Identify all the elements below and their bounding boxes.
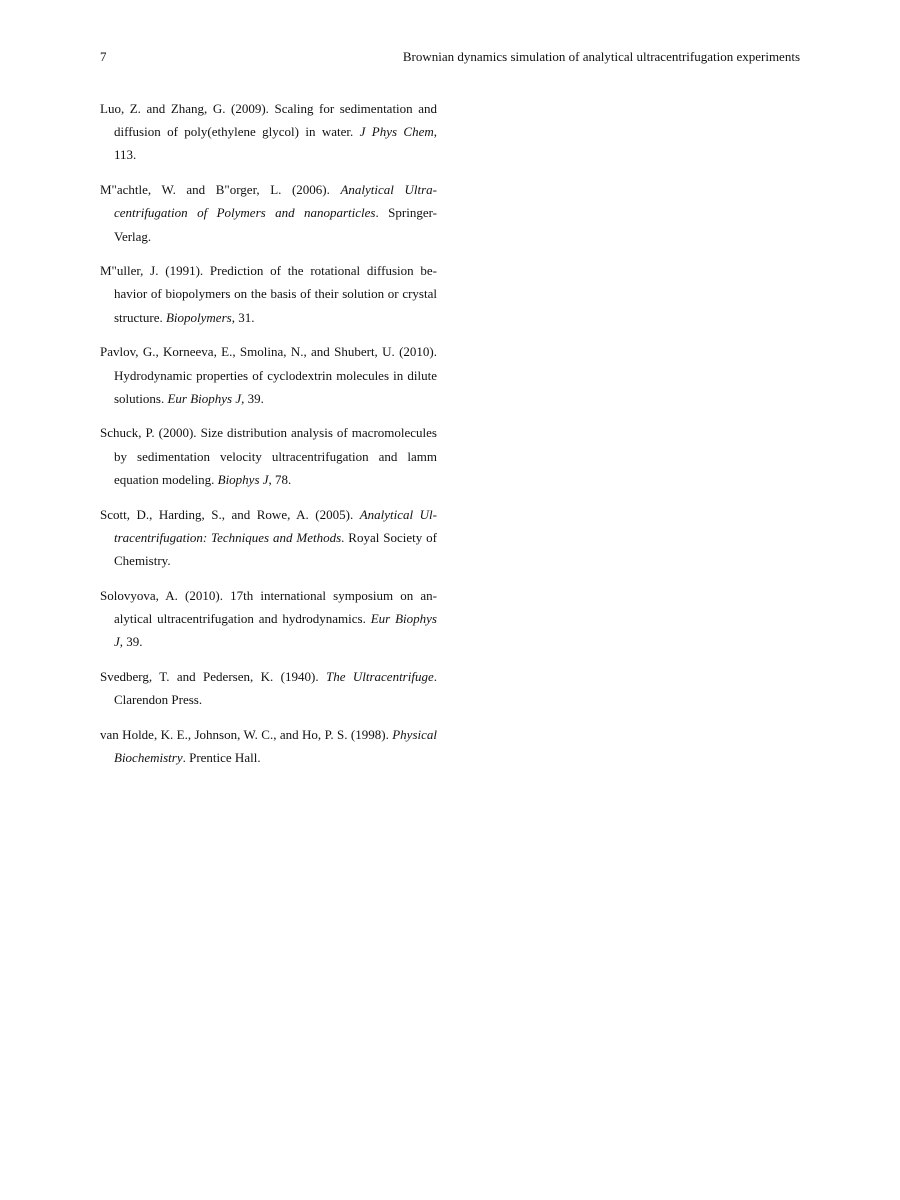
reference-entry	[100, 421, 437, 491]
reference-entry	[100, 665, 437, 711]
reference-details: , 31.	[231, 309, 255, 325]
reference-authors-and-title: M"achtle, W. and B"orger, L. (2006).	[100, 182, 341, 198]
reference-authors-and-title: M"uller, J. (1991). Prediction of the rotational diffusion behavior of biopolymers on the basis of their solution or crystal structure.	[100, 263, 437, 325]
reference-details: , 113.	[114, 124, 437, 163]
reference-authors-and-title: Schuck, P. (2000). Size distribution analysis of macromolecules by sedimentation velocity ultracentrifugation and lamm equation modeling.	[100, 425, 437, 487]
reference-details: . Springer-Verlag.	[114, 205, 437, 244]
reference-entry	[100, 259, 437, 329]
reference-entry	[100, 97, 437, 167]
reference-venue: The Ultracentrifuge	[325, 668, 434, 684]
reference-entry	[100, 723, 437, 769]
reference-venue: Biophys J	[217, 471, 269, 487]
reference-authors-and-title: Solovyova, A. (2010). 17th international symposium on analytical ultracentrifugation and hydrodynamics.	[100, 587, 437, 626]
reference-authors-and-title: Luo, Z. and Zhang, G. (2009). Scaling for sedimentation and diffusion of poly(ethylene glycol) in water.	[100, 101, 437, 140]
page-number: 7	[100, 49, 107, 64]
reference-venue: J Phys Chem	[359, 124, 434, 140]
reference-authors-and-title: van Holde, K. E., Johnson, W. C., and Ho, P. S. (1998).	[100, 726, 393, 742]
reference-details: , 39.	[119, 634, 143, 650]
reference-authors-and-title: Svedberg, T. and Pedersen, K. (1940).	[100, 668, 326, 684]
reference-details: , 39.	[241, 390, 264, 406]
reference-entry	[100, 178, 437, 248]
reference-entry	[100, 340, 437, 410]
reference-venue: Analytical Ultracentrifugation of Polymers and nanoparticles	[114, 182, 437, 221]
reference-venue: Physical Biochemistry	[114, 726, 437, 765]
reference-authors-and-title: Pavlov, G., Korneeva, E., Smolina, N., and Shubert, U. (2010). Hydrodynamic properties of cyclodextrin molecules in dilute solutions.	[100, 344, 437, 406]
reference-details: . Clarendon Press.	[114, 668, 437, 707]
reference-details: . Royal Society of Chemistry.	[114, 529, 437, 568]
reference-venue: Analytical Ultracentrifugation: Techniques and Methods	[114, 506, 437, 545]
reference-venue: Biopolymers	[165, 309, 232, 325]
reference-venue: Eur Biophys J	[167, 390, 242, 406]
reference-details: . Prentice Hall.	[182, 749, 261, 765]
reference-list	[100, 97, 437, 781]
running-header	[100, 47, 800, 67]
reference-details: , 78.	[268, 471, 292, 487]
reference-authors-and-title: Scott, D., Harding, S., and Rowe, A. (2005).	[100, 506, 360, 522]
reference-entry	[100, 503, 437, 573]
running-title: Brownian dynamics simulation of analytical ultracentrifugation experiments	[402, 49, 800, 64]
reference-entry	[100, 584, 437, 654]
reference-venue: Eur Biophys J	[114, 610, 437, 650]
